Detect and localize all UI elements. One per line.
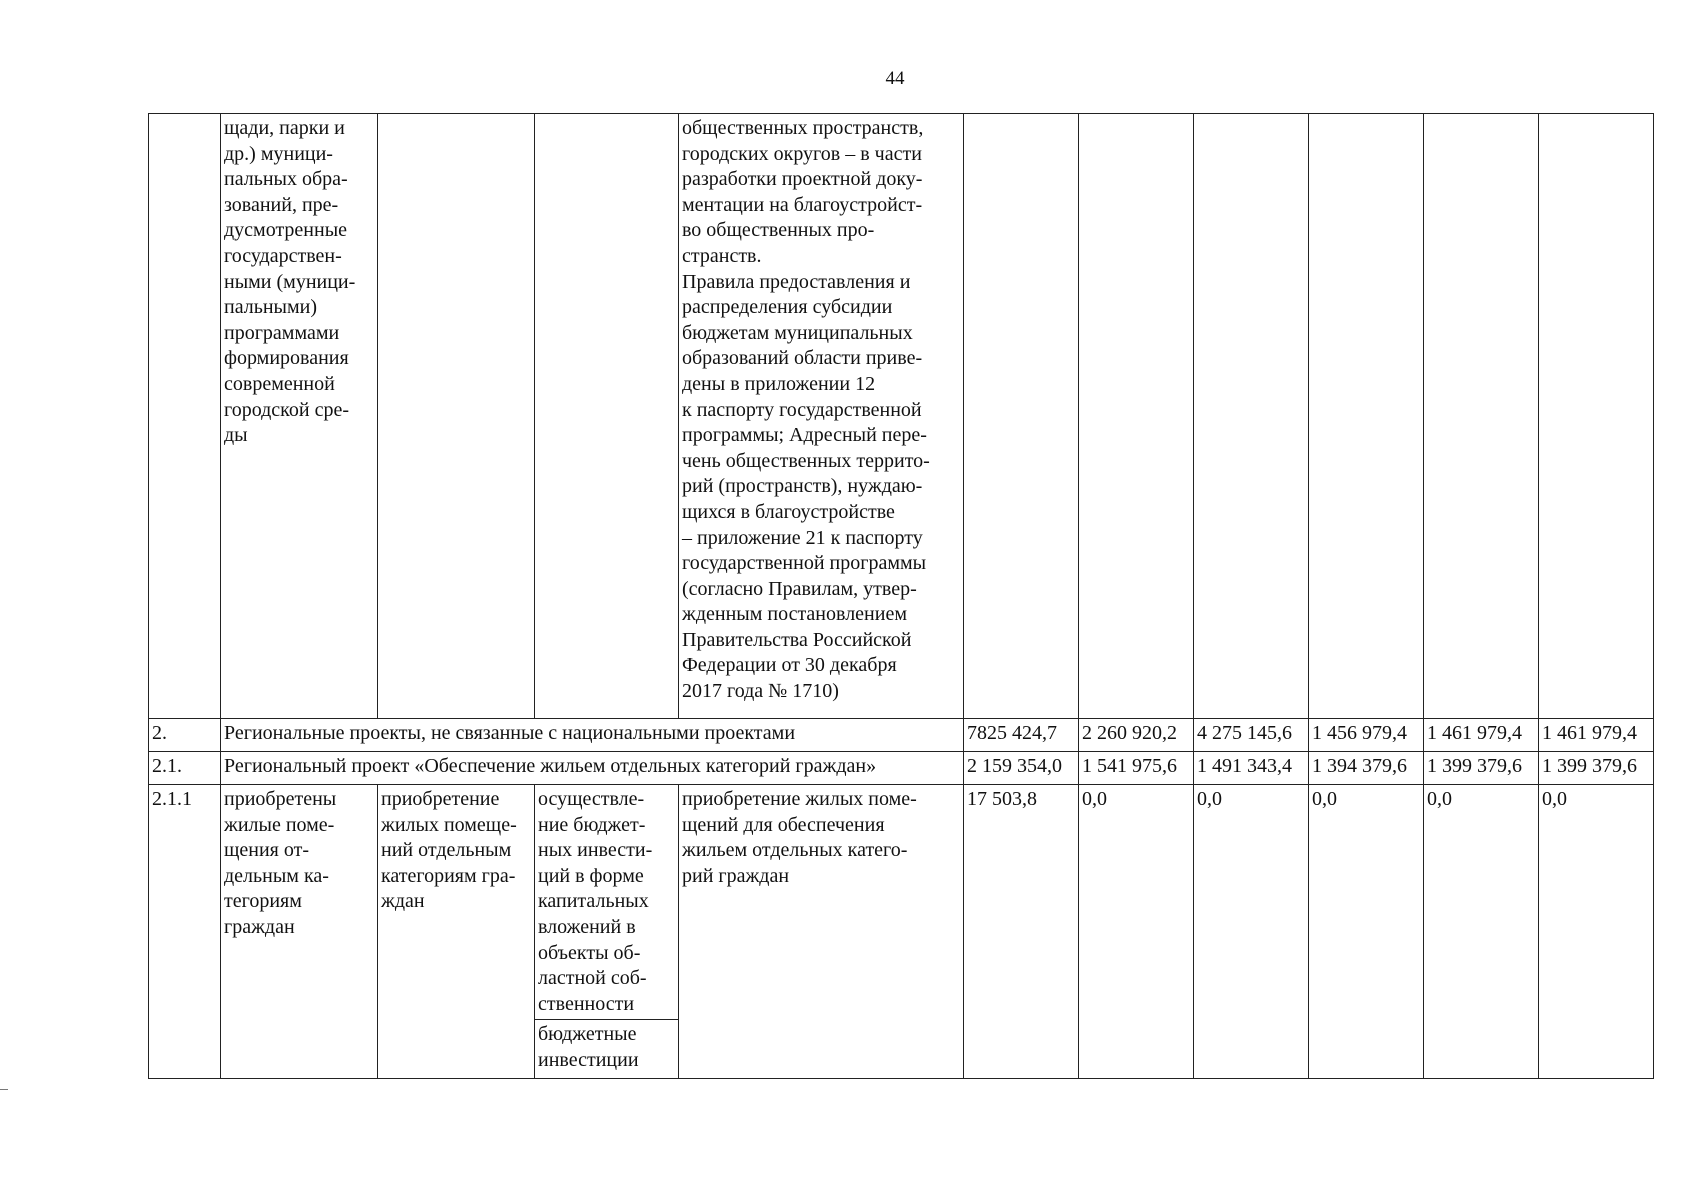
cell-type	[535, 114, 679, 719]
cell-value: 2 260 920,2	[1079, 719, 1194, 752]
cell-value: 0,0	[1079, 785, 1194, 1079]
cell-value: 2 159 354,0	[964, 752, 1079, 785]
cell-value	[1539, 114, 1654, 719]
cell-value: 0,0	[1194, 785, 1309, 1079]
page-number: 44	[885, 68, 905, 89]
cell-value: 0,0	[1309, 785, 1424, 1079]
cell-value	[1424, 114, 1539, 719]
cell-description: приобретение жилых поме- щений для обеспечения жильем отдельных катего- рий граждан	[679, 785, 964, 1079]
cell-value: 17 503,8	[964, 785, 1079, 1079]
table-row-project-2-1	[149, 752, 1654, 785]
cell-value: 1 456 979,4	[1309, 719, 1424, 752]
cell-value: 1 461 979,4	[1424, 719, 1539, 752]
cell-description: общественных пространств, городских округов – в части разработки проектной доку- ментации на благоустройст- во общественных про- странств. Правила предоставления и распределения субсидии бюджетам муниципальных образований области приве- дены в приложении 12 к паспорту государственной программы; Адресный пере- чень общественных террито- рий (пространств), нуждаю- щихся в благоустройстве – приложение 21 к паспорту государственной программы (согласно Правилам, утвер- жденным постановлением Правительства Российской Федерации от 30 декабря 2017 года № 1710)	[679, 114, 964, 719]
cell-type: осуществле- ние бюджет- ных инвести- ций в форме капитальных вложений в объекты об- ластной соб- ственности	[535, 785, 679, 1020]
cell-value: 0,0	[1424, 785, 1539, 1079]
cell-result: приобретены жилые поме- щения от- дельным ка- тегориям граждан	[221, 785, 378, 1079]
cell-value: 1 399 379,6	[1424, 752, 1539, 785]
cell-num: 2.1.1	[149, 785, 221, 1079]
cell-measure: приобретение жилых помеще- ний отдельным категориям гра- ждан	[378, 785, 535, 1079]
cell-project-title: Региональный проект «Обеспечение жильем отдельных категорий граждан»	[221, 752, 964, 785]
cell-value: 1 541 975,6	[1079, 752, 1194, 785]
cell-measure	[378, 114, 535, 719]
margin-mark	[0, 1089, 8, 1090]
cell-value: 7825 424,7	[964, 719, 1079, 752]
table-row-item-2-1-1	[149, 785, 1654, 1020]
cell-result: щади, парки и др.) муници- пальных обра- зований, пре- дусмотренные государствен- ными (муници- пальными) программами формирования современной городской сре- ды	[221, 114, 378, 719]
cell-num: 2.	[149, 719, 221, 752]
cell-value: 1 394 379,6	[1309, 752, 1424, 785]
cell-num: 2.1.	[149, 752, 221, 785]
table-row-section-2	[149, 719, 1654, 752]
cell-value: 0,0	[1539, 785, 1654, 1079]
cell-value	[964, 114, 1079, 719]
cell-type-sub: бюджетные инвестиции	[535, 1020, 679, 1079]
cell-value: 4 275 145,6	[1194, 719, 1309, 752]
cell-section-title: Региональные проекты, не связанные с национальными проектами	[221, 719, 964, 752]
table-row-continuation	[149, 114, 1654, 719]
cell-num	[149, 114, 221, 719]
cell-value	[1194, 114, 1309, 719]
cell-value: 1 491 343,4	[1194, 752, 1309, 785]
cell-value	[1309, 114, 1424, 719]
cell-value: 1 399 379,6	[1539, 752, 1654, 785]
cell-value: 1 461 979,4	[1539, 719, 1654, 752]
cell-value	[1079, 114, 1194, 719]
program-table	[148, 113, 1654, 1079]
